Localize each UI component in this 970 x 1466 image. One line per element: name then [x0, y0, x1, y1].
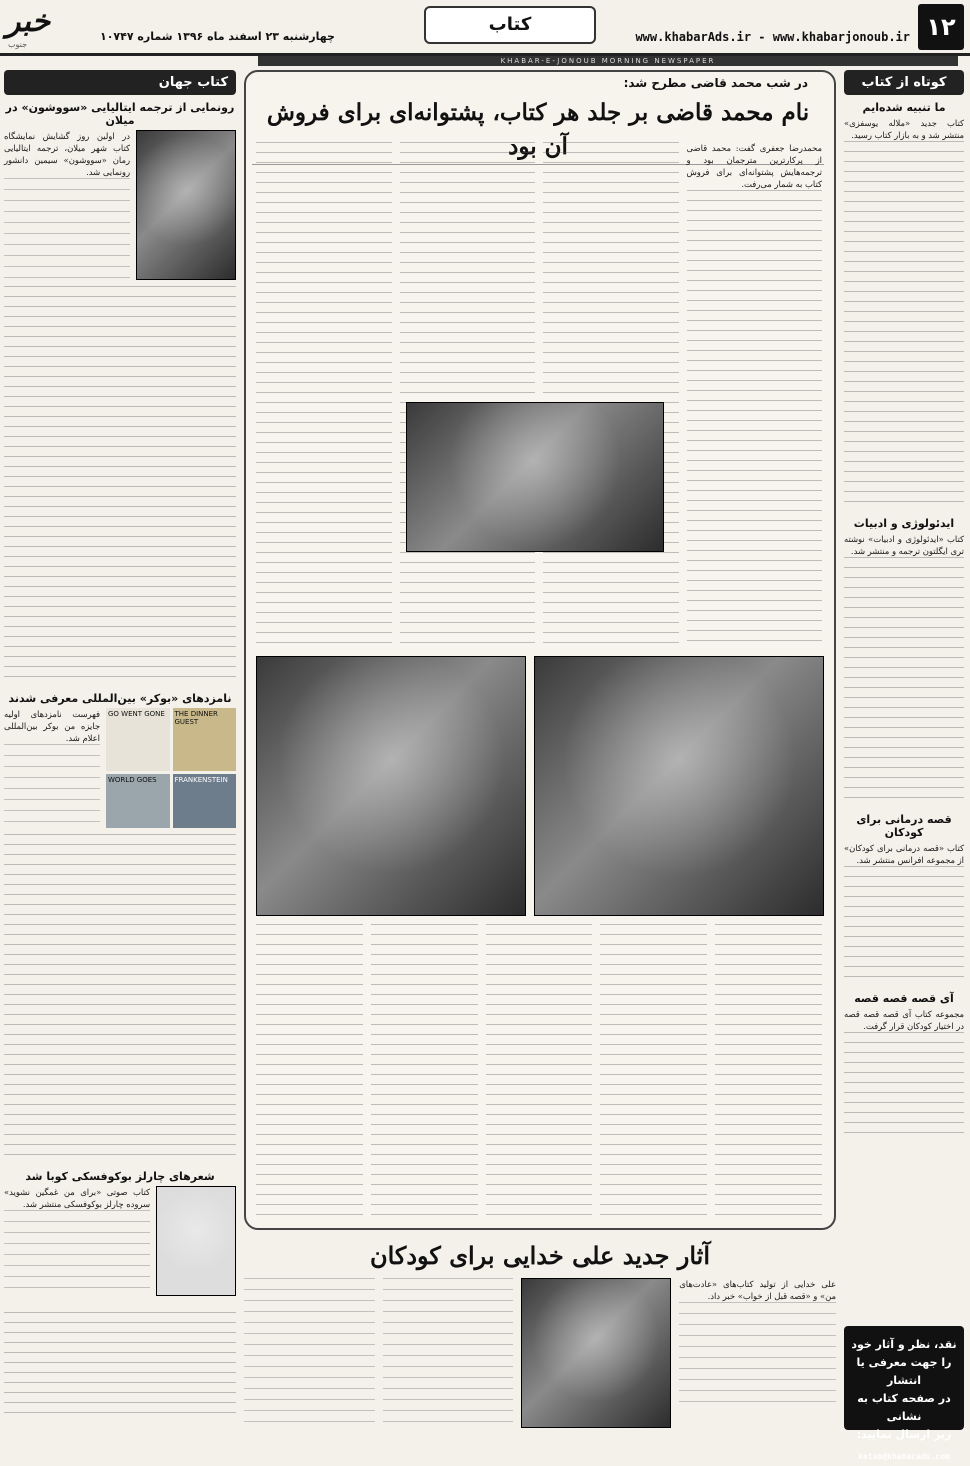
promo-email[interactable]: ketab@khabarads.com — [858, 1452, 950, 1461]
article-lead: محمدرضا جعفری گفت: محمد قاضی از پرکارترین مترجمان بود و ترجمه‌هایش پشتوانه‌ای برای فروش کتاب به شمار می‌رفت. — [686, 143, 822, 189]
article-column — [687, 142, 823, 652]
page-number: ۱۲ — [918, 4, 964, 50]
article-column — [371, 924, 478, 1220]
promo-line: در صفحه کتاب به نشانی — [857, 1392, 951, 1423]
item4-title: آی قصه قصه قصه — [854, 992, 954, 1005]
newspaper-logo[interactable]: خبر — [6, 4, 51, 39]
story3-continued — [4, 1312, 236, 1422]
article-column — [543, 142, 679, 652]
book-cover: THE DINNER GUEST — [173, 708, 237, 771]
site-urls[interactable]: www.khabarAds.ir - www.khabarjonoub.ir — [635, 30, 910, 44]
article-text-lines — [256, 924, 363, 1220]
left-column — [4, 70, 236, 1430]
article-kicker: در شب محمد قاضی مطرح شد: — [618, 76, 814, 90]
bottom-text-lines — [383, 1278, 514, 1428]
story3-body: کتاب صوتی «برای من غمگین نشوید» سروده چارلز بوکوفسکی منتشر شد. — [4, 1187, 150, 1209]
author-photo — [521, 1278, 671, 1428]
article-text-lines — [371, 924, 478, 1220]
book-cover: WORLD GOES — [106, 774, 170, 829]
article-column — [715, 924, 822, 1220]
bottom-article — [244, 1238, 836, 1430]
story2-body: فهرست نامزدهای اولیه جایزه من بوکر بین‌المللی اعلام شد. — [4, 709, 100, 743]
item4-body: مجموعه کتاب آی قصه قصه قصه در اختیار کودکان قرار گرفت. — [844, 1009, 964, 1031]
section-title: کتاب — [424, 6, 596, 44]
speaker-photo-right — [534, 656, 824, 916]
logo-subtitle: جنوب — [8, 40, 28, 49]
main-article — [244, 70, 836, 1230]
article-text-lines — [256, 142, 392, 652]
item2-body: کتاب «ایدئولوژی و ادبیات» نوشته تری ایگلتون ترجمه و منتشر شد. — [844, 534, 964, 556]
article-text-lines — [715, 924, 822, 1220]
article-columns-lower — [256, 924, 822, 1220]
story3-text-lines — [4, 1210, 150, 1290]
promo-line: نقد، نظر و آثار خود — [851, 1338, 957, 1351]
book-cover: GO WENT GONE — [106, 708, 170, 771]
bukowski-portrait — [156, 1186, 236, 1296]
submission-promo — [844, 1326, 964, 1461]
article-headline[interactable]: نام محمد قاضی بر جلد هر کتاب، پشتوانه‌ای برای فروش آن بود — [252, 96, 824, 165]
item3-body: کتاب «قصه درمانی برای کودکان» از مجموعه افرانس منتشر شد. — [844, 843, 964, 865]
story1-continued — [4, 286, 236, 686]
story2-title: نامزدهای «بوکر» بین‌المللی معرفی شدند — [8, 692, 232, 705]
bottom-headline[interactable]: آثار جدید علی خدایی برای کودکان — [369, 1241, 711, 1270]
issue-date: چهارشنبه ۲۳ اسفند ماه ۱۳۹۶ شماره ۱۰۷۴۷ — [100, 30, 335, 43]
masthead-strip: KHABAR-E-JONOUB MORNING NEWSPAPER — [258, 56, 958, 66]
story2-continued — [4, 834, 236, 1164]
short-news-header: کوتاه از کتاب — [844, 70, 964, 95]
story3-title: شعرهای چارلز بوکوفسکی کوبا شد — [25, 1170, 215, 1183]
item3-title: قصه درمانی برای کودکان — [856, 813, 952, 839]
story1-body: در اولین روز گشایش نمایشگاه کتاب شهر میلان، ترجمه ایتالیایی رمان «سووشون» سیمین دانشور رونمایی شد. — [4, 131, 130, 177]
masthead — [0, 0, 970, 56]
book-covers — [106, 708, 236, 828]
bottom-text-lines — [679, 1302, 836, 1412]
item1-body: کتاب جدید «ملاله یوسفزی» منتشر شد و به بازار کتاب رسید. — [844, 118, 964, 140]
article-column — [256, 142, 392, 652]
article-text-lines — [400, 142, 536, 652]
article-column — [600, 924, 707, 1220]
audience-photo — [406, 402, 664, 552]
story1-photo — [136, 130, 236, 280]
bottom-body: علی خدایی از تولید کتاب‌های «عادت‌های من» و «قصه قبل از خواب» خبر داد. — [679, 1279, 836, 1301]
story1-text-lines — [4, 178, 130, 278]
article-column — [256, 924, 363, 1220]
book-cover: FRANKENSTEIN — [173, 774, 237, 829]
right-column — [844, 70, 964, 1461]
bottom-text-lines — [244, 1278, 375, 1428]
item2-title: ایدئولوژی و ادبیات — [853, 517, 955, 530]
article-text-lines — [600, 924, 707, 1220]
item3-text-lines — [844, 866, 964, 986]
item1-title: ما تنبیه شده‌ایم — [862, 101, 946, 114]
story2-text-lines — [4, 744, 100, 824]
promo-line: را جهت معرفی یا انتشار — [856, 1356, 952, 1387]
article-text-lines — [687, 190, 823, 650]
article-text-lines — [486, 924, 593, 1220]
world-books-header: کتاب جهان — [4, 70, 236, 95]
item1-text-lines — [844, 141, 964, 511]
story1-title: رونمایی از ترجمه ایتالیایی «سووشون» در میلان — [5, 101, 235, 127]
item4-text-lines — [844, 1032, 964, 1142]
item2-text-lines — [844, 557, 964, 807]
promo-line: زیر ارسال نمایید: — [856, 1428, 952, 1441]
article-columns — [256, 142, 822, 652]
article-text-lines — [543, 142, 679, 652]
article-column — [400, 142, 536, 652]
article-column — [486, 924, 593, 1220]
speaker-photo-left — [256, 656, 526, 916]
